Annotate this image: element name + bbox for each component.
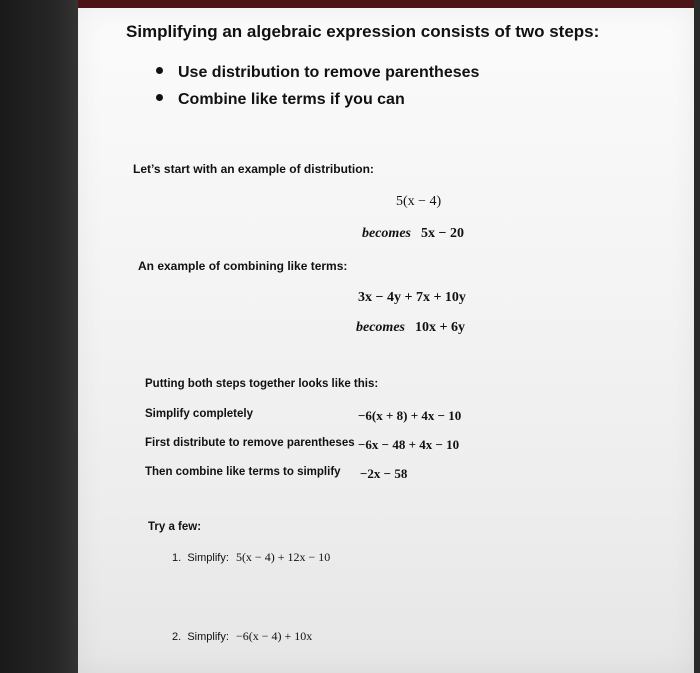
distribution-result-line [362, 226, 464, 242]
problem-1 [172, 550, 330, 565]
try-few-intro: Try a few: [148, 521, 202, 533]
becomes-label: becomes [362, 226, 411, 241]
step-expression-combine: −2x − 58 [360, 466, 408, 481]
worksheet-page [78, 8, 694, 673]
combining-result: 10x + 6y [414, 320, 465, 335]
problem-2 [172, 629, 312, 644]
distribution-intro: Let’s start with an example of distribution: [133, 162, 374, 176]
bullet-text: Use distribution to remove parentheses [178, 64, 480, 81]
bullet-dot-icon [156, 94, 163, 101]
right-dark-edge [694, 0, 700, 673]
both-steps-intro: Putting both steps together looks like this: [145, 378, 379, 390]
bullet-item-distribution [156, 64, 479, 82]
problem-expression: 5(x − 4) + 12x − 10 [235, 550, 331, 564]
distribution-result: 5x − 20 [420, 226, 464, 241]
distribution-expression: 5(x − 4) [396, 194, 442, 209]
problem-number: 1. [172, 552, 182, 564]
problem-expression: −6(x − 4) + 10x [235, 629, 313, 643]
combining-result-line [356, 320, 465, 336]
problem-label: Simplify: [187, 552, 229, 564]
bullet-dot-icon [156, 67, 163, 74]
step-label-simplify: Simplify completely [145, 408, 254, 420]
combining-intro: An example of combining like terms: [138, 259, 348, 273]
page-title: Simplifying an algebraic expression consists of two steps: [126, 22, 600, 41]
step-label-combine: Then combine like terms to simplify [145, 466, 341, 478]
step-expression-simplify: −6(x + 8) + 4x − 10 [358, 408, 462, 423]
bullet-item-combine [156, 91, 405, 109]
becomes-label: becomes [356, 320, 405, 335]
combining-expression: 3x − 4y + 7x + 10y [358, 290, 466, 305]
step-expression-distribute: −6x − 48 + 4x − 10 [358, 437, 460, 452]
problem-number: 2. [172, 631, 182, 643]
left-dark-edge [0, 0, 78, 673]
step-label-distribute: First distribute to remove parentheses [145, 437, 355, 449]
bullet-text: Combine like terms if you can [178, 91, 405, 108]
problem-label: Simplify: [187, 631, 229, 643]
